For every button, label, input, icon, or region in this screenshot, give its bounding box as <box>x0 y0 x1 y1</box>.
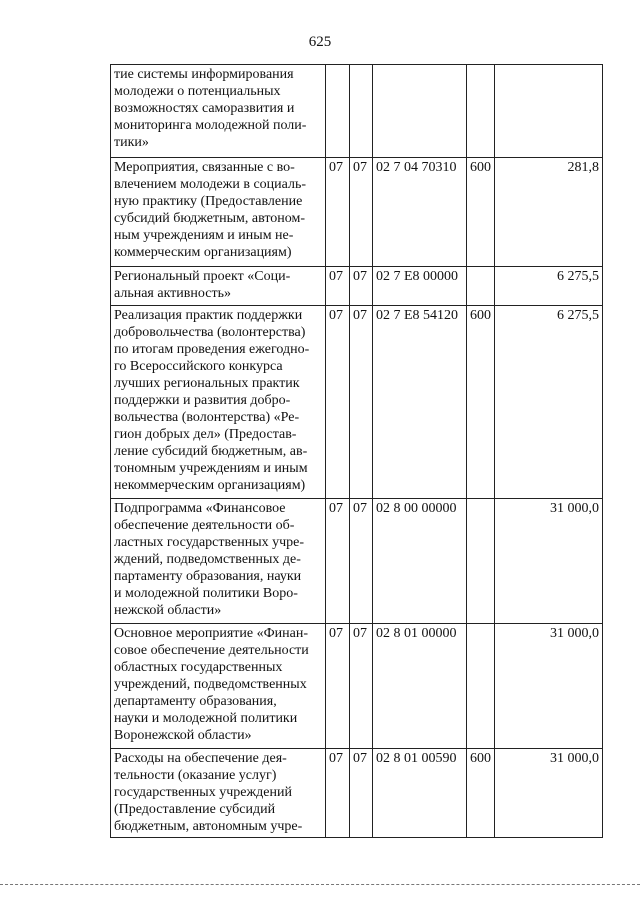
section-code-cell: 07 <box>326 158 350 267</box>
table-row <box>111 749 603 838</box>
row-name-line: Мероприятия, связанные с во- <box>114 160 295 175</box>
amount-cell: 31 000,0 <box>495 499 603 624</box>
subsection-code-cell: 07 <box>350 158 373 267</box>
row-name-line: совое обеспечение деятельности <box>114 643 309 658</box>
row-name-line: го Всероссийского конкурса <box>114 359 283 374</box>
row-name-line: поддержки и развития добро- <box>114 393 291 408</box>
row-name-cell <box>111 306 326 499</box>
table-row <box>111 267 603 306</box>
expense-type-cell <box>467 267 495 306</box>
subsection-code-cell: 07 <box>350 267 373 306</box>
target-article-cell: 02 7 04 70310 <box>373 158 467 267</box>
row-name-line: ление субсидий бюджетным, ав- <box>114 444 308 459</box>
row-name-line: Реализация практик поддержки <box>114 308 303 323</box>
row-name-cell <box>111 267 326 306</box>
row-name-cell <box>111 158 326 267</box>
row-name-line: нежской области» <box>114 603 222 618</box>
amount-cell: 6 275,5 <box>495 267 603 306</box>
row-name-line: ластных государственных учре- <box>114 535 305 550</box>
table-row <box>111 158 603 267</box>
row-name-line: областных государственных <box>114 660 283 675</box>
section-code-cell: 07 <box>326 267 350 306</box>
table-row <box>111 306 603 499</box>
row-name-line: тельности (оказание услуг) <box>114 768 277 783</box>
row-name-line: возможностях саморазвития и <box>114 101 295 116</box>
row-name-line: учреждений, подведомственных <box>114 677 307 692</box>
row-name-cell <box>111 624 326 749</box>
footer-divider <box>0 884 640 886</box>
amount-cell: 6 275,5 <box>495 306 603 499</box>
subsection-code-cell: 07 <box>350 749 373 838</box>
row-name-line: Региональный проект «Соци- <box>114 269 291 284</box>
row-name-line: некоммерческим организациям) <box>114 478 306 493</box>
section-code-cell: 07 <box>326 624 350 749</box>
amount-cell <box>495 65 603 158</box>
row-name-line: ным учреждениям и иным не- <box>114 228 294 243</box>
budget-table <box>110 64 603 838</box>
row-name-line: субсидий бюджетным, автоном- <box>114 211 306 226</box>
section-code-cell <box>326 65 350 158</box>
row-name-line: Основное мероприятие «Финан- <box>114 626 309 641</box>
table-row <box>111 624 603 749</box>
section-code-cell: 07 <box>326 499 350 624</box>
row-name-line: государственных учреждений <box>114 785 292 800</box>
section-code-cell: 07 <box>326 749 350 838</box>
row-name-line: коммерческим организациям) <box>114 245 292 260</box>
row-name-line: альная активность» <box>114 286 231 301</box>
row-name-line: вольчества (волонтерства) «Ре- <box>114 410 300 425</box>
subsection-code-cell <box>350 65 373 158</box>
target-article-cell: 02 7 Е8 00000 <box>373 267 467 306</box>
expense-type-cell <box>467 499 495 624</box>
section-code-cell: 07 <box>326 306 350 499</box>
row-name-line: мониторинга молодежной поли- <box>114 118 307 133</box>
amount-cell: 281,8 <box>495 158 603 267</box>
target-article-cell: 02 8 01 00590 <box>373 749 467 838</box>
row-name-line: ждений, подведомственных де- <box>114 552 301 567</box>
row-name-line: (Предоставление субсидий <box>114 802 276 817</box>
row-name-line: гион добрых дел» (Предостав- <box>114 427 297 442</box>
row-name-line: и молодежной политики Воро- <box>114 586 298 601</box>
expense-type-cell <box>467 624 495 749</box>
row-name-line: департаменту образования, <box>114 694 277 709</box>
row-name-cell <box>111 749 326 838</box>
row-name-line: молодежи о потенциальных <box>114 84 281 99</box>
row-name-line: Подпрограмма «Финансовое <box>114 501 286 516</box>
expense-type-cell: 600 <box>467 749 495 838</box>
target-article-cell: 02 8 01 00000 <box>373 624 467 749</box>
target-article-cell <box>373 65 467 158</box>
target-article-cell: 02 8 00 00000 <box>373 499 467 624</box>
table-row <box>111 499 603 624</box>
subsection-code-cell: 07 <box>350 499 373 624</box>
row-name-line: ную практику (Предоставление <box>114 194 303 209</box>
row-name-line: тономным учреждениям и иным <box>114 461 308 476</box>
row-name-cell <box>111 65 326 158</box>
subsection-code-cell: 07 <box>350 306 373 499</box>
row-name-line: лучших региональных практик <box>114 376 300 391</box>
row-name-line: тие системы информирования <box>114 67 294 82</box>
amount-cell: 31 000,0 <box>495 749 603 838</box>
row-name-line: науки и молодежной политики <box>114 711 298 726</box>
row-name-line: по итогам проведения ежегодно- <box>114 342 310 357</box>
row-name-line: тики» <box>114 135 149 150</box>
row-name-line: Расходы на обеспечение дея- <box>114 751 287 766</box>
row-name-line: влечением молодежи в социаль- <box>114 177 307 192</box>
expense-type-cell <box>467 65 495 158</box>
expense-type-cell: 600 <box>467 306 495 499</box>
target-article-cell: 02 7 Е8 54120 <box>373 306 467 499</box>
expense-type-cell: 600 <box>467 158 495 267</box>
table-row <box>111 65 603 158</box>
row-name-line: добровольчества (волонтерства) <box>114 325 306 340</box>
amount-cell: 31 000,0 <box>495 624 603 749</box>
row-name-line: бюджетным, автономным учре- <box>114 819 303 834</box>
row-name-line: обеспечение деятельности об- <box>114 518 295 533</box>
row-name-line: партаменту образования, науки <box>114 569 302 584</box>
row-name-line: Воронежской области» <box>114 728 252 743</box>
subsection-code-cell: 07 <box>350 624 373 749</box>
page-number: 625 <box>308 34 332 50</box>
row-name-cell <box>111 499 326 624</box>
